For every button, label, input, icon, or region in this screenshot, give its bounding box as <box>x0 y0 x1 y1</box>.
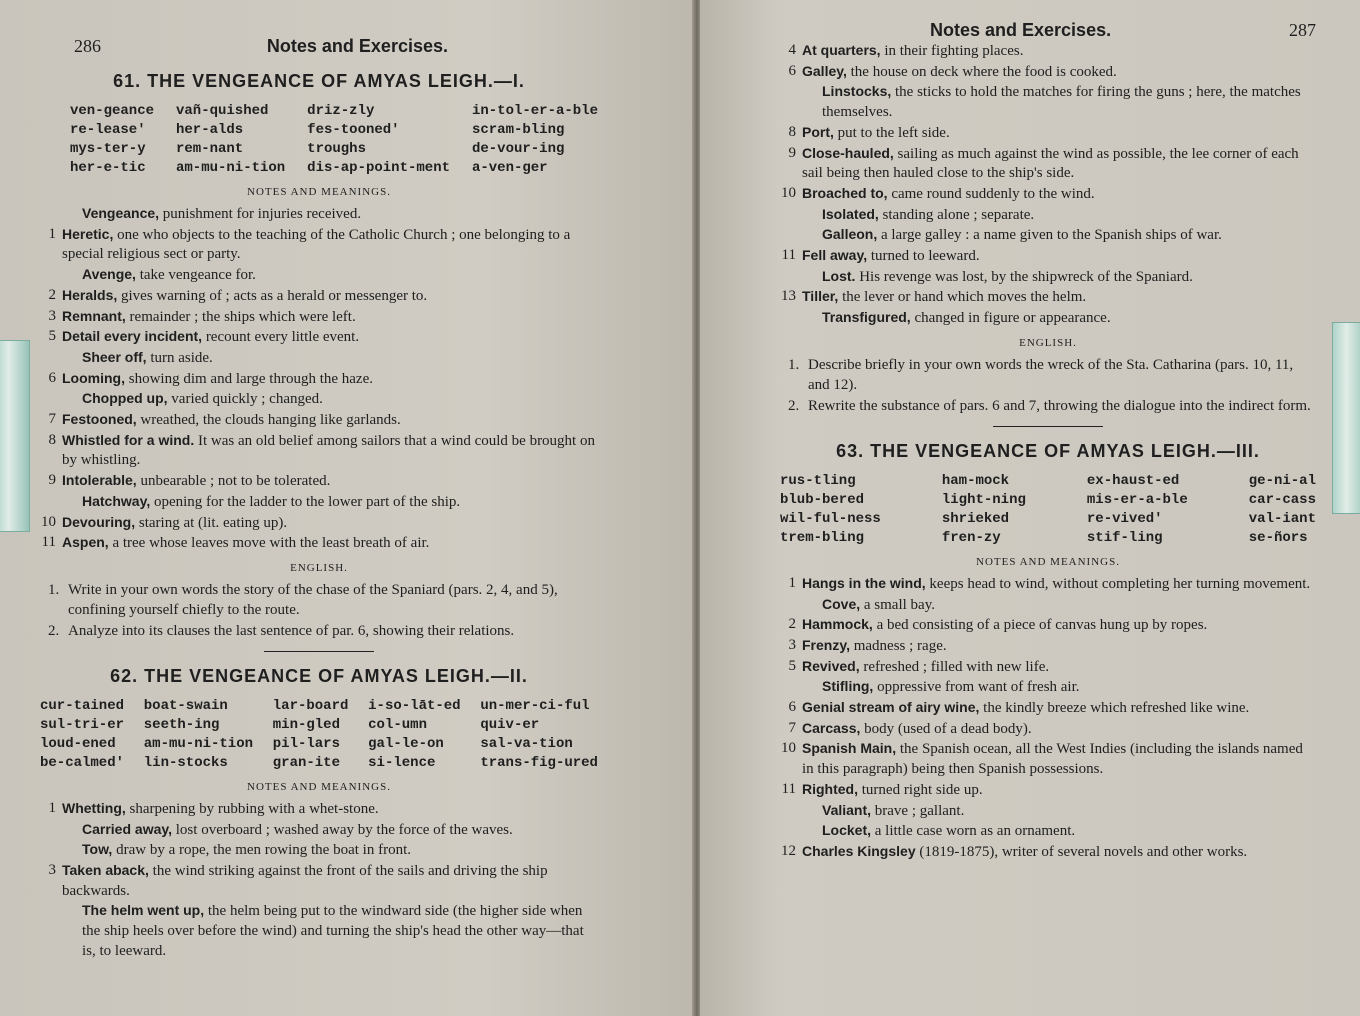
lesson-63-notes <box>780 574 1316 863</box>
spelling-word: car-cass <box>1248 491 1316 508</box>
note-entry <box>780 677 1316 698</box>
note-entry <box>780 205 1316 226</box>
section-divider <box>993 426 1103 427</box>
note-term: Aspen, <box>62 534 109 551</box>
note-entry <box>780 801 1316 822</box>
note-entry <box>780 62 1316 83</box>
exercise-item <box>40 580 598 620</box>
note-definition: turn aside. <box>146 349 213 366</box>
note-entry <box>40 840 598 861</box>
note-entry <box>780 267 1316 288</box>
note-number: 1 <box>48 225 56 242</box>
spelling-word: trans-fig-ured <box>480 754 598 771</box>
spelling-word: ven-geance <box>70 103 155 119</box>
spelling-word: seeth-ing <box>143 716 220 733</box>
note-entry <box>40 327 598 348</box>
note-number: 10 <box>781 184 796 201</box>
note-entry <box>780 82 1316 122</box>
lesson-62-title: 62. THE VENGEANCE OF AMYAS LEIGH.—II. <box>110 665 528 686</box>
spelling-word: ge-ni-al <box>1248 472 1316 489</box>
page-number: 287 <box>1289 20 1316 40</box>
note-definition: turned to leeward. <box>867 248 980 265</box>
note-number: 8 <box>48 431 56 448</box>
note-entry <box>40 307 598 328</box>
spelling-word: se-ñors <box>1248 529 1308 546</box>
spelling-word: wil-ful-ness <box>780 510 881 527</box>
note-definition: came round suddenly to the wind. <box>887 185 1095 202</box>
note-definition: one who objects to the teaching of the Catholic Church ; one belonging to a special religious sect or party. <box>62 226 571 263</box>
note-entry <box>40 861 598 901</box>
exercise-text: Rewrite the substance of pars. 6 and 7, throwing the dialogue into the indirect form. <box>808 397 1311 414</box>
lesson-61-exercises <box>40 580 598 641</box>
note-definition: unbearable ; not to be tolerated. <box>136 473 331 490</box>
note-definition: staring at (lit. eating up). <box>135 514 288 531</box>
note-term: Chopped up, <box>82 390 168 407</box>
note-term: Spanish Main, <box>802 740 897 757</box>
note-entry <box>40 225 598 265</box>
note-definition: a small bay. <box>860 596 935 613</box>
note-entry <box>780 615 1316 636</box>
note-entry <box>780 246 1316 267</box>
note-term: Looming, <box>62 369 125 386</box>
exercise-number: 2. <box>48 622 60 639</box>
spelling-word: gran-ite <box>272 754 340 771</box>
note-term: Intolerable, <box>62 472 137 489</box>
note-entry <box>780 574 1316 595</box>
spelling-word: vañ-quished <box>175 103 269 119</box>
lesson-61-notes <box>40 204 598 554</box>
note-entry <box>40 471 598 492</box>
exercise-number: 2. <box>788 397 800 414</box>
note-definition: oppressive from want of fresh air. <box>873 679 1080 696</box>
glass-weight <box>1332 322 1360 514</box>
note-number: 8 <box>788 123 796 140</box>
note-entry <box>40 513 598 534</box>
lesson-61-notes-heading: NOTES AND MEANINGS. <box>247 186 391 198</box>
note-number: 6 <box>48 369 56 386</box>
note-entry <box>40 820 598 841</box>
note-number: 2 <box>788 616 796 633</box>
lesson-62-notes <box>40 799 598 962</box>
lesson-62-words <box>40 697 598 773</box>
spelling-word: sal-va-tion <box>480 735 573 752</box>
spelling-word: gal-le-on <box>368 735 444 752</box>
note-term: Whetting, <box>62 799 126 816</box>
note-term: Genial stream of airy wine, <box>802 699 980 716</box>
note-number: 2 <box>48 286 56 303</box>
note-definition: punishment for injuries received. <box>159 206 362 222</box>
note-entry <box>40 410 598 431</box>
note-number: 4 <box>788 42 796 58</box>
exercise-text: Analyze into its clauses the last sentence of par. 6, showing their relations. <box>68 622 515 639</box>
exercise-text: Describe briefly in your own words the wreck of the Sta. Catharina (pars. 10, 11, and 12). <box>808 356 1294 393</box>
note-entry <box>40 204 598 225</box>
note-entry <box>780 636 1316 657</box>
note-definition: turned right side up. <box>858 781 983 798</box>
spelling-word: shrieked <box>941 510 1010 527</box>
spelling-word: be-calmed' <box>40 754 125 771</box>
note-term: Cove, <box>822 595 861 612</box>
note-number: 13 <box>781 288 796 305</box>
exercise-number: 1. <box>788 356 800 373</box>
note-term: Hatchway, <box>82 492 151 509</box>
spelling-word: driz-zly <box>307 103 375 119</box>
note-definition: a little case worn as an ornament. <box>871 823 1076 840</box>
note-number: 7 <box>48 411 56 428</box>
page-number: 286 <box>74 36 101 56</box>
spelling-word: rem-nant <box>175 141 244 157</box>
note-entry <box>780 287 1316 308</box>
spelling-word: boat-swain <box>143 697 228 714</box>
spelling-word: val-iant <box>1248 510 1316 527</box>
exercise-item <box>40 621 598 641</box>
note-entry <box>780 698 1316 719</box>
note-entry <box>780 780 1316 801</box>
spelling-word: rus-tling <box>780 472 856 489</box>
note-definition: sharpening by rubbing with a whet-stone. <box>125 800 379 817</box>
running-head <box>780 20 1316 41</box>
note-definition: in their fighting places. <box>880 43 1024 59</box>
note-definition: the house on deck where the food is cooked. <box>846 63 1117 80</box>
note-definition: take vengeance for. <box>135 267 256 284</box>
spelling-word: de-vour-ing <box>471 141 565 157</box>
note-number: 11 <box>781 247 796 264</box>
note-definition: the Spanish ocean, all the West Indies (including the islands named in this paragraph) being then Spanish possessions. <box>802 741 1303 778</box>
note-term: Whistled for a wind. <box>62 431 195 448</box>
lesson-62-exercises <box>780 355 1316 416</box>
note-definition: draw by a rope, the men rowing the boat in front. <box>112 842 411 859</box>
note-entry <box>40 348 598 369</box>
lesson-61-words <box>40 102 598 178</box>
note-entry <box>40 799 598 820</box>
note-number: 10 <box>781 740 796 757</box>
note-definition: brave ; gallant. <box>871 802 965 819</box>
note-entry <box>40 431 598 471</box>
note-term: Port, <box>802 123 834 140</box>
note-number: 9 <box>48 472 56 489</box>
note-definition: keeps head to wind, without completing her turning movement. <box>925 575 1311 592</box>
spelling-word: her-e-tic <box>70 160 146 176</box>
exercise-item <box>780 396 1316 416</box>
note-entry <box>780 225 1316 246</box>
note-definition: body (used of a dead body). <box>860 720 1032 737</box>
spelling-word: light-ning <box>941 491 1026 508</box>
note-term: Carried away, <box>82 820 173 837</box>
spelling-word: pil-lars <box>272 735 340 752</box>
note-definition: the helm being put to the windward side (the higher side when the ship heels over before the wind) and turning the ship's head the other way—that is, to leeward. <box>82 903 584 959</box>
note-definition: It was an old belief among sailors that a wind could be brought on by whistling. <box>62 432 595 469</box>
note-term: Broached to, <box>802 184 888 201</box>
spelling-word: re-vived' <box>1086 510 1163 527</box>
note-entry <box>780 657 1316 678</box>
exercise-text: Write in your own words the story of the chase of the Spaniard (pars. 2, 4, and 5), confining yourself chiefly to the route. <box>68 581 558 618</box>
exercise-item <box>780 355 1316 395</box>
note-number: 11 <box>41 534 56 551</box>
note-term: Galley, <box>802 62 847 79</box>
spelling-word: blub-bered <box>780 491 865 508</box>
note-definition: wreathed, the clouds hanging like garlands. <box>136 412 401 429</box>
note-term: Heretic, <box>62 225 114 242</box>
note-term: Valiant, <box>822 801 872 818</box>
note-definition: varied quickly ; changed. <box>167 391 323 408</box>
note-definition: the lever or hand which moves the helm. <box>838 289 1087 306</box>
note-definition: lost overboard ; washed away by the force of the waves. <box>172 821 513 838</box>
note-entry <box>780 144 1316 184</box>
note-definition: showing dim and large through the haze. <box>125 370 373 387</box>
note-entry <box>40 265 598 286</box>
note-term: Frenzy, <box>802 636 850 653</box>
note-number: 5 <box>788 657 796 674</box>
lesson-63-title: 63. THE VENGEANCE OF AMYAS LEIGH.—III. <box>836 440 1260 461</box>
spelling-word: i-so-lāt-ed <box>368 697 461 714</box>
note-number: 10 <box>41 513 56 530</box>
exercise-number: 1. <box>48 581 60 598</box>
note-entry <box>40 389 598 410</box>
note-definition: opening for the ladder to the lower part of the ship. <box>150 493 461 510</box>
note-number: 9 <box>788 144 796 161</box>
spelling-word: un-mer-ci-ful <box>480 697 590 714</box>
note-term: Taken aback, <box>62 862 149 879</box>
note-definition: His revenge was lost, by the shipwreck of the Spaniard. <box>855 268 1193 285</box>
note-number: 7 <box>788 719 796 736</box>
note-term: Sheer off, <box>82 348 147 365</box>
spelling-word: a-ven-ger <box>471 160 548 176</box>
note-term: Hangs in the wind, <box>802 574 926 591</box>
note-definition: standing alone ; separate. <box>878 206 1035 223</box>
note-definition: a bed consisting of a piece of canvas hung up by ropes. <box>872 617 1208 634</box>
note-definition: (1819-1875), writer of several novels and other works. <box>915 843 1248 860</box>
note-entry <box>780 842 1316 863</box>
spelling-word: loud-ened <box>40 735 116 752</box>
note-term: Vengeance, <box>82 205 160 221</box>
note-entry <box>780 595 1316 616</box>
note-term: Charles Kingsley <box>802 842 916 859</box>
running-head <box>40 36 598 57</box>
note-definition: madness ; rage. <box>849 637 947 654</box>
note-entry <box>40 901 598 961</box>
note-entry <box>780 123 1316 144</box>
note-entry <box>780 308 1316 329</box>
spelling-word: am-mu-ni-tion <box>143 735 253 752</box>
note-definition: the kindly breeze which refreshed like wine. <box>979 700 1250 717</box>
spelling-word: min-gled <box>272 716 340 733</box>
note-term: Avenge, <box>82 266 136 283</box>
note-number: 6 <box>788 699 796 716</box>
note-term: Fell away, <box>802 247 868 264</box>
note-entry <box>780 719 1316 740</box>
note-term: Locket, <box>822 822 872 839</box>
note-entry <box>780 739 1316 779</box>
note-entry <box>780 41 1316 62</box>
note-term: Stifling, <box>822 678 874 695</box>
section-divider <box>264 651 374 652</box>
spelling-word: mis-er-a-ble <box>1086 491 1188 508</box>
spelling-word: in-tol-er-a-ble <box>471 103 598 119</box>
note-term: Isolated, <box>822 205 879 222</box>
spelling-word: cur-tained <box>40 697 125 714</box>
note-definition: sailing as much against the wind as possible, the lee corner of each sail being then hauled close to the ship's side. <box>802 145 1299 182</box>
note-number: 1 <box>48 799 56 816</box>
note-term: Devouring, <box>62 513 136 530</box>
note-number: 5 <box>48 328 56 345</box>
lesson-61-english-heading: ENGLISH. <box>290 561 348 574</box>
note-definition: a large galley : a name given to the Spanish ships of war. <box>877 227 1222 244</box>
spelling-word: scram-bling <box>471 122 565 138</box>
spelling-word: lin-stocks <box>143 754 228 771</box>
spelling-word: si-lence <box>368 754 436 771</box>
lesson-63-notes-heading: NOTES AND MEANINGS. <box>976 555 1120 568</box>
note-definition: changed in figure or appearance. <box>910 310 1111 327</box>
note-term: Heralds, <box>62 286 118 303</box>
note-definition: remainder ; the ships which were left. <box>125 308 356 325</box>
lesson-63-words <box>780 472 1316 548</box>
note-entry <box>40 492 598 513</box>
note-term: Detail every incident, <box>62 328 203 345</box>
spelling-word: troughs <box>307 141 366 157</box>
note-term: Lost. <box>822 267 856 284</box>
note-definition: a tree whose leaves move with the least breath of air. <box>108 535 430 552</box>
note-term: Close-hauled, <box>802 144 894 161</box>
note-number: 12 <box>781 842 796 859</box>
note-number: 3 <box>788 636 796 653</box>
note-number: 6 <box>788 62 796 79</box>
spelling-word: fes-tooned' <box>307 122 400 138</box>
lesson-62-english-heading: ENGLISH. <box>1019 336 1077 349</box>
note-definition: refreshed ; filled with new life. <box>859 658 1050 675</box>
spelling-word: am-mu-ni-tion <box>175 160 286 176</box>
note-entry <box>780 821 1316 842</box>
note-entry <box>40 533 598 554</box>
spelling-word: col-umn <box>368 716 427 733</box>
note-term: Righted, <box>802 780 858 797</box>
note-term: Galleon, <box>822 226 878 243</box>
note-term: Linstocks, <box>822 83 892 100</box>
note-term: Festooned, <box>62 411 137 428</box>
running-head-title: Notes and Exercises. <box>266 36 448 56</box>
note-entry <box>780 184 1316 205</box>
spelling-word: lar-board <box>272 697 349 714</box>
lesson-62-notes-heading: NOTES AND MEANINGS. <box>247 780 391 793</box>
right-page <box>700 0 1360 1016</box>
note-definition: the sticks to hold the matches for firing the guns ; here, the matches themselves. <box>822 84 1301 121</box>
note-number: 11 <box>781 780 796 797</box>
spelling-word: mys-ter-y <box>70 141 146 157</box>
note-term: Tow, <box>82 841 113 858</box>
note-entry <box>40 369 598 390</box>
note-number: 3 <box>48 862 56 879</box>
note-term: Tiller, <box>802 288 839 305</box>
note-term: Transfigured, <box>822 309 911 326</box>
glass-weight <box>0 340 30 532</box>
note-entry <box>40 286 598 307</box>
spelling-word: stif-ling <box>1086 529 1163 546</box>
note-number: 3 <box>48 307 56 324</box>
lesson-61-title: 61. THE VENGEANCE OF AMYAS LEIGH.—I. <box>113 71 525 91</box>
note-term: Remnant, <box>62 307 126 324</box>
lesson-62-notes-continued <box>780 41 1316 329</box>
spelling-word: ham-mock <box>941 472 1010 489</box>
note-definition: the wind striking against the front of the sails and driving the ship backwards. <box>62 863 548 899</box>
note-term: Hammock, <box>802 616 873 633</box>
spelling-word: re-lease' <box>70 122 146 138</box>
running-head-title: Notes and Exercises. <box>930 20 1112 40</box>
spelling-word: ex-haust-ed <box>1086 472 1180 489</box>
note-term: Revived, <box>802 657 860 674</box>
note-definition: put to the left side. <box>833 124 950 141</box>
note-number: 1 <box>788 574 796 591</box>
note-term: The helm went up, <box>82 902 205 919</box>
note-definition: recount every little event. <box>202 329 360 346</box>
spelling-word: fren-zy <box>941 529 1001 546</box>
spelling-word: trem-bling <box>780 529 865 546</box>
note-definition: gives warning of ; acts as a herald or messenger to. <box>117 287 428 304</box>
spelling-word: sul-tri-er <box>40 716 125 733</box>
spelling-word: her-alds <box>175 122 244 138</box>
note-term: Carcass, <box>802 719 861 736</box>
note-term: At quarters, <box>802 42 881 58</box>
spelling-word: dis-ap-point-ment <box>307 160 450 176</box>
spelling-word: quiv-er <box>480 716 540 733</box>
